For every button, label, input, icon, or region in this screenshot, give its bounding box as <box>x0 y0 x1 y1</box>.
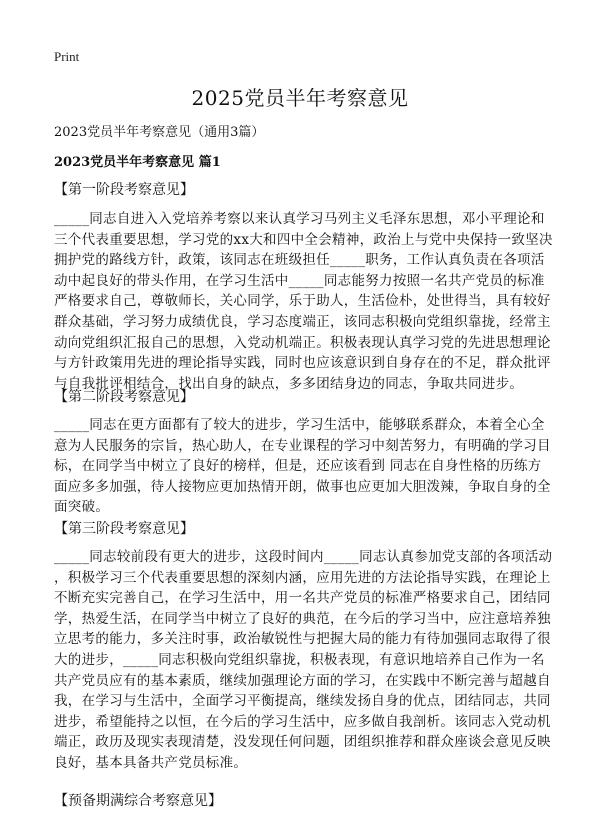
text-line: _____同志较前段有更大的进步，这段时间内_____同志认真参加党支部的各项活动 <box>54 549 553 565</box>
text-line: 良好，基本具备共产党员标准。 <box>54 754 248 771</box>
section-4-heading: 【预备期满综合考察意见】 <box>54 793 222 809</box>
text-line: 进步，希望能持之以恒，在今后的学习生活中，应多做自我剖析。该同志入党动机 <box>54 713 551 730</box>
text-line: 动中起良好的带头作用，在学习生活中_____同志能努力按照一名共产党员的标准 <box>54 272 545 289</box>
text-line: 拥护党的路线方针，政策，该同志在班级担任_____职务，工作认真负责在各项活 <box>54 252 545 269</box>
text-line: _____同志在更方面都有了较大的进步，学习生活中，能够联系群众，本着全心全 <box>54 417 545 433</box>
text-line: 我，在学习与生活中，全面学习平衡提高，继续发扬自身的优点，团结同志，共同 <box>54 693 551 710</box>
section-3-body <box>54 547 554 774</box>
print-link[interactable]: Print <box>54 49 80 64</box>
text-line: _____同志自进入入党培养考察以来认真学习马列主义毛泽东思想，邓小平理论和 <box>54 211 545 227</box>
text-line: 群众基础，学习努力成绩优良，学习态度端正，该同志积极向党组织靠拢，经常主 <box>54 313 551 330</box>
text-line: 学，热爱生活，在同学当中树立了良好的典范，在今后的学习当中，应注意培养独 <box>54 610 551 627</box>
text-line: 立思考的能力，多关注时事，政治敏锐性与把握大局的能力有待加强同志取得了很 <box>54 631 551 648</box>
article-heading: 2023党员半年考察意见 篇1 <box>54 155 221 170</box>
text-line: 动向党组织汇报自己的思想，入党动机端正。积极表现认真学习党的先进思想理论 <box>54 334 551 351</box>
page-title: 2025党员半年考察意见 <box>191 86 409 110</box>
document-subtitle: 2023党员半年考察意见（通用3篇） <box>54 125 265 140</box>
text-line: 标，在同学当中树立了良好的榜样，但是，还应该看到 同志在自身性格的历练方 <box>54 458 542 475</box>
text-line: 端正，政历及现实表现清楚，没发现任何问题，团组织推荐和群众座谈会意见反映 <box>54 734 551 751</box>
text-line: 不断充实完善自己，在学习生活中，用一名共产党员的标准严格要求自己，团结同 <box>54 590 551 607</box>
section-2-body <box>54 415 554 518</box>
text-line: ，积极学习三个代表重要思想的深刻内涵，应用先进的方法论指导实践，在理论上 <box>54 569 551 586</box>
text-line: 与方针政策用先进的理论指导实践，同时也应该意识到自身存在的不足，群众批评 <box>54 355 551 372</box>
text-line: 面突破。 <box>54 499 110 516</box>
text-line: 严格要求自己，尊敬师长，关心同学，乐于助人，生活俭朴，处世得当，具有较好 <box>54 293 551 310</box>
section-3-heading: 【第三阶段考察意见】 <box>54 521 194 537</box>
text-line: 意为人民服务的宗旨，热心助人，在专业课程的学习中刻苦努力，有明确的学习目 <box>54 437 551 454</box>
section-1-body <box>54 209 554 394</box>
text-line: 面应多多加强，待人接物应更加热情开朗，做事也应更加大胆泼辣，争取自身的全 <box>54 478 551 495</box>
text-line: 大的进步，_____同志积极向党组织靠拢，积极表现，有意识地培养自己作为一名 <box>54 651 545 668</box>
text-line: 与自我批评相结合，找出自身的缺点，多多团结身边的同志，争取共同进步。 <box>54 375 524 392</box>
text-line: 共产党员应有的基本素质，继续加强理论方面的学习，在实践中不断完善与超越自 <box>54 672 551 689</box>
section-1-heading: 【第一阶段考察意见】 <box>54 182 194 198</box>
section-2-heading: 【第二阶段考察意见】 <box>54 389 194 405</box>
text-line: 三个代表重要思想，学习党的xx大和四中全会精神，政治上与党中央保持一致坚决 <box>54 231 553 248</box>
